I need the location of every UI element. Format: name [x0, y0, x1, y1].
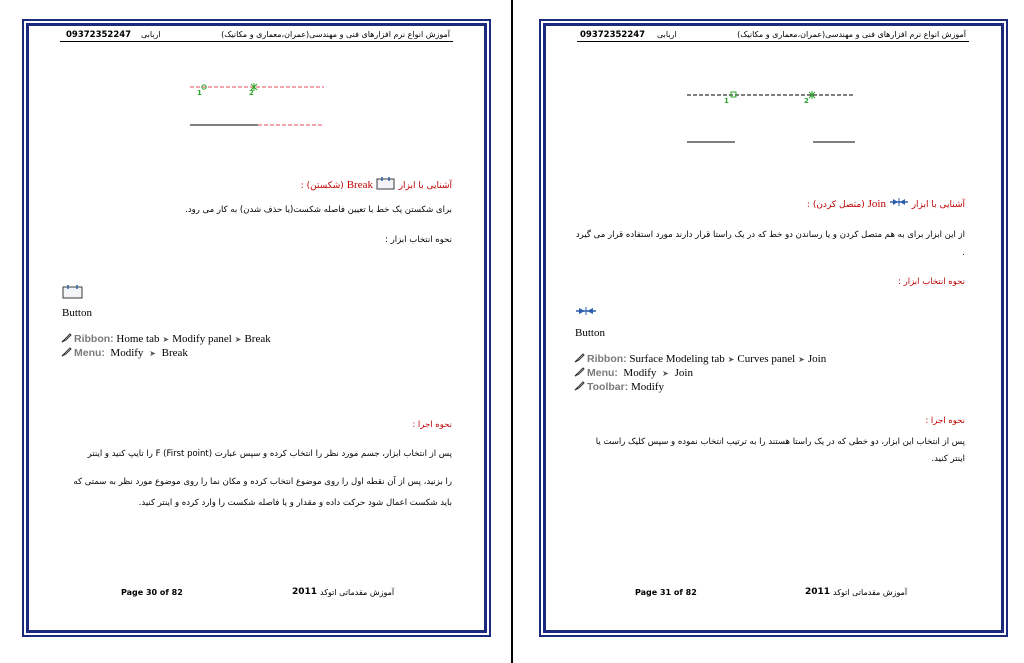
ribbon-step-2: Modify panel	[172, 333, 232, 345]
ribbon-step-1: Home tab	[116, 333, 160, 345]
diagram-label-1: 1	[724, 97, 729, 105]
exec-line-2: اینتر کنید.	[931, 454, 965, 464]
pen-icon	[61, 347, 72, 357]
header-phone: 09372352247	[66, 30, 132, 40]
menu-label: Menu:	[74, 347, 105, 359]
button-label: Button	[575, 327, 605, 339]
menu-step-2: Break	[161, 347, 188, 359]
header-name: اربابی	[657, 30, 677, 39]
menu-path-line	[574, 367, 693, 379]
menu-step-1: Modify	[110, 347, 144, 359]
menu-step-1: Modify	[623, 367, 657, 379]
breadcrumb-arrow-icon: ➤	[727, 355, 735, 364]
ribbon-step-3: Join	[807, 353, 827, 365]
footer-book: آموزش مقدماتی اتوکد	[320, 588, 395, 597]
breadcrumb-arrow-icon: ➤	[662, 369, 669, 378]
join-tool-icon	[889, 197, 909, 207]
tool-description: برای شکستن یک خط با تعیین فاصله شکست(یا حذف شدن) به کار می رود.	[185, 205, 452, 215]
header-divider	[60, 41, 453, 42]
toolbar-path-line	[574, 381, 664, 393]
diagram-label-1: 1	[197, 89, 202, 97]
page-number: Page 30 of 82	[121, 588, 183, 597]
pen-icon	[574, 353, 585, 363]
button-label: Button	[62, 307, 92, 319]
header-title: آموزش انواع نرم افزارهای فنی و مهندسی(عمران،معماری و مکانیک)	[221, 30, 450, 39]
exec-title: نحوه اجرا :	[412, 420, 452, 430]
tool-intro-prefix: آشنایی با ابزار	[398, 181, 452, 191]
break-button-icon[interactable]	[62, 284, 84, 299]
ribbon-step-2: Curves panel	[737, 353, 796, 365]
header-title: آموزش انواع نرم افزارهای فنی و مهندسی(عمران،معماری و مکانیک)	[737, 30, 966, 39]
toolbar-value: Modify	[630, 381, 664, 393]
tool-intro-prefix: آشنایی با ابزار	[911, 200, 965, 210]
exec-line-1: پس از انتخاب این ابزار، دو خطی که در یک راستا هستند را به ترتیب انتخاب نموده و سپس کلیک راست یا	[595, 437, 965, 447]
selection-title: نحوه انتخاب ابزار :	[898, 277, 965, 287]
breadcrumb-arrow-icon: ➤	[798, 355, 805, 364]
join-button-icon[interactable]	[575, 306, 597, 316]
pen-icon	[574, 381, 585, 391]
breadcrumb-arrow-icon: ➤	[149, 349, 156, 358]
tool-meaning: (شکستن) :	[300, 181, 344, 191]
ribbon-step-1: Surface Modeling tab	[629, 353, 725, 365]
tool-name: Break	[346, 179, 373, 191]
exec-line-3: باید شکست اعمال شود حرکت داده و مقدار و یا فاصله شکست را وارد کرده و اینتر کنید.	[138, 498, 452, 508]
tool-description: از این ابزار برای به هم متصل کردن و یا رساندن دو خط که در یک راستا قرار دارند مورد استفاده قرار می گیرد	[575, 230, 965, 240]
page-number: Page 31 of 82	[635, 588, 697, 597]
ribbon-step-3: Break	[244, 333, 271, 345]
menu-step-2: Join	[674, 367, 693, 379]
footer-book: آموزش مقدماتی اتوکد	[833, 588, 908, 597]
breadcrumb-arrow-icon: ➤	[162, 335, 170, 344]
tool-heading-join	[763, 197, 965, 210]
ribbon-label: Ribbon:	[74, 333, 114, 345]
tool-meaning: (متصل کردن) :	[806, 200, 865, 210]
tool-name: Join	[867, 198, 886, 210]
header-name: اربابی	[141, 30, 161, 39]
header-divider	[577, 41, 969, 42]
pen-icon	[61, 333, 72, 343]
ribbon-path-line	[61, 333, 271, 345]
tool-description-tail: .	[962, 248, 965, 258]
toolbar-label: Toolbar:	[587, 381, 629, 393]
ribbon-label: Ribbon:	[587, 353, 627, 365]
break-tool-icon	[376, 176, 396, 190]
diagram-label-2: 2	[249, 89, 254, 97]
menu-label: Menu:	[587, 367, 618, 379]
footer-year: 2011	[292, 587, 318, 597]
selection-title: نحوه انتخاب ابزار :	[385, 235, 452, 245]
join-diagram	[685, 90, 857, 146]
exec-title: نحوه اجرا :	[925, 416, 965, 426]
exec-line-2: را بزنید، پس از آن نقطه اول را روی موضوع انتخاب کرده و مکان نما را روی موضوع مورد نظر به سمتی که	[73, 477, 452, 487]
footer-year: 2011	[805, 587, 831, 597]
break-diagram	[188, 82, 328, 132]
document-page-right	[513, 0, 1024, 663]
ribbon-path-line	[574, 353, 826, 365]
menu-path-line	[61, 347, 188, 359]
header-phone: 09372352247	[580, 30, 646, 40]
tool-heading-break	[260, 176, 452, 191]
diagram-label-2: 2	[804, 97, 809, 105]
exec-line-1: پس از انتخاب ابزار، جسم مورد نظر را انتخاب کرده و سپس عبارت F (First point) را تایپ کنید و اینتر	[87, 449, 452, 459]
pen-icon	[574, 367, 585, 377]
breadcrumb-arrow-icon: ➤	[234, 335, 242, 344]
